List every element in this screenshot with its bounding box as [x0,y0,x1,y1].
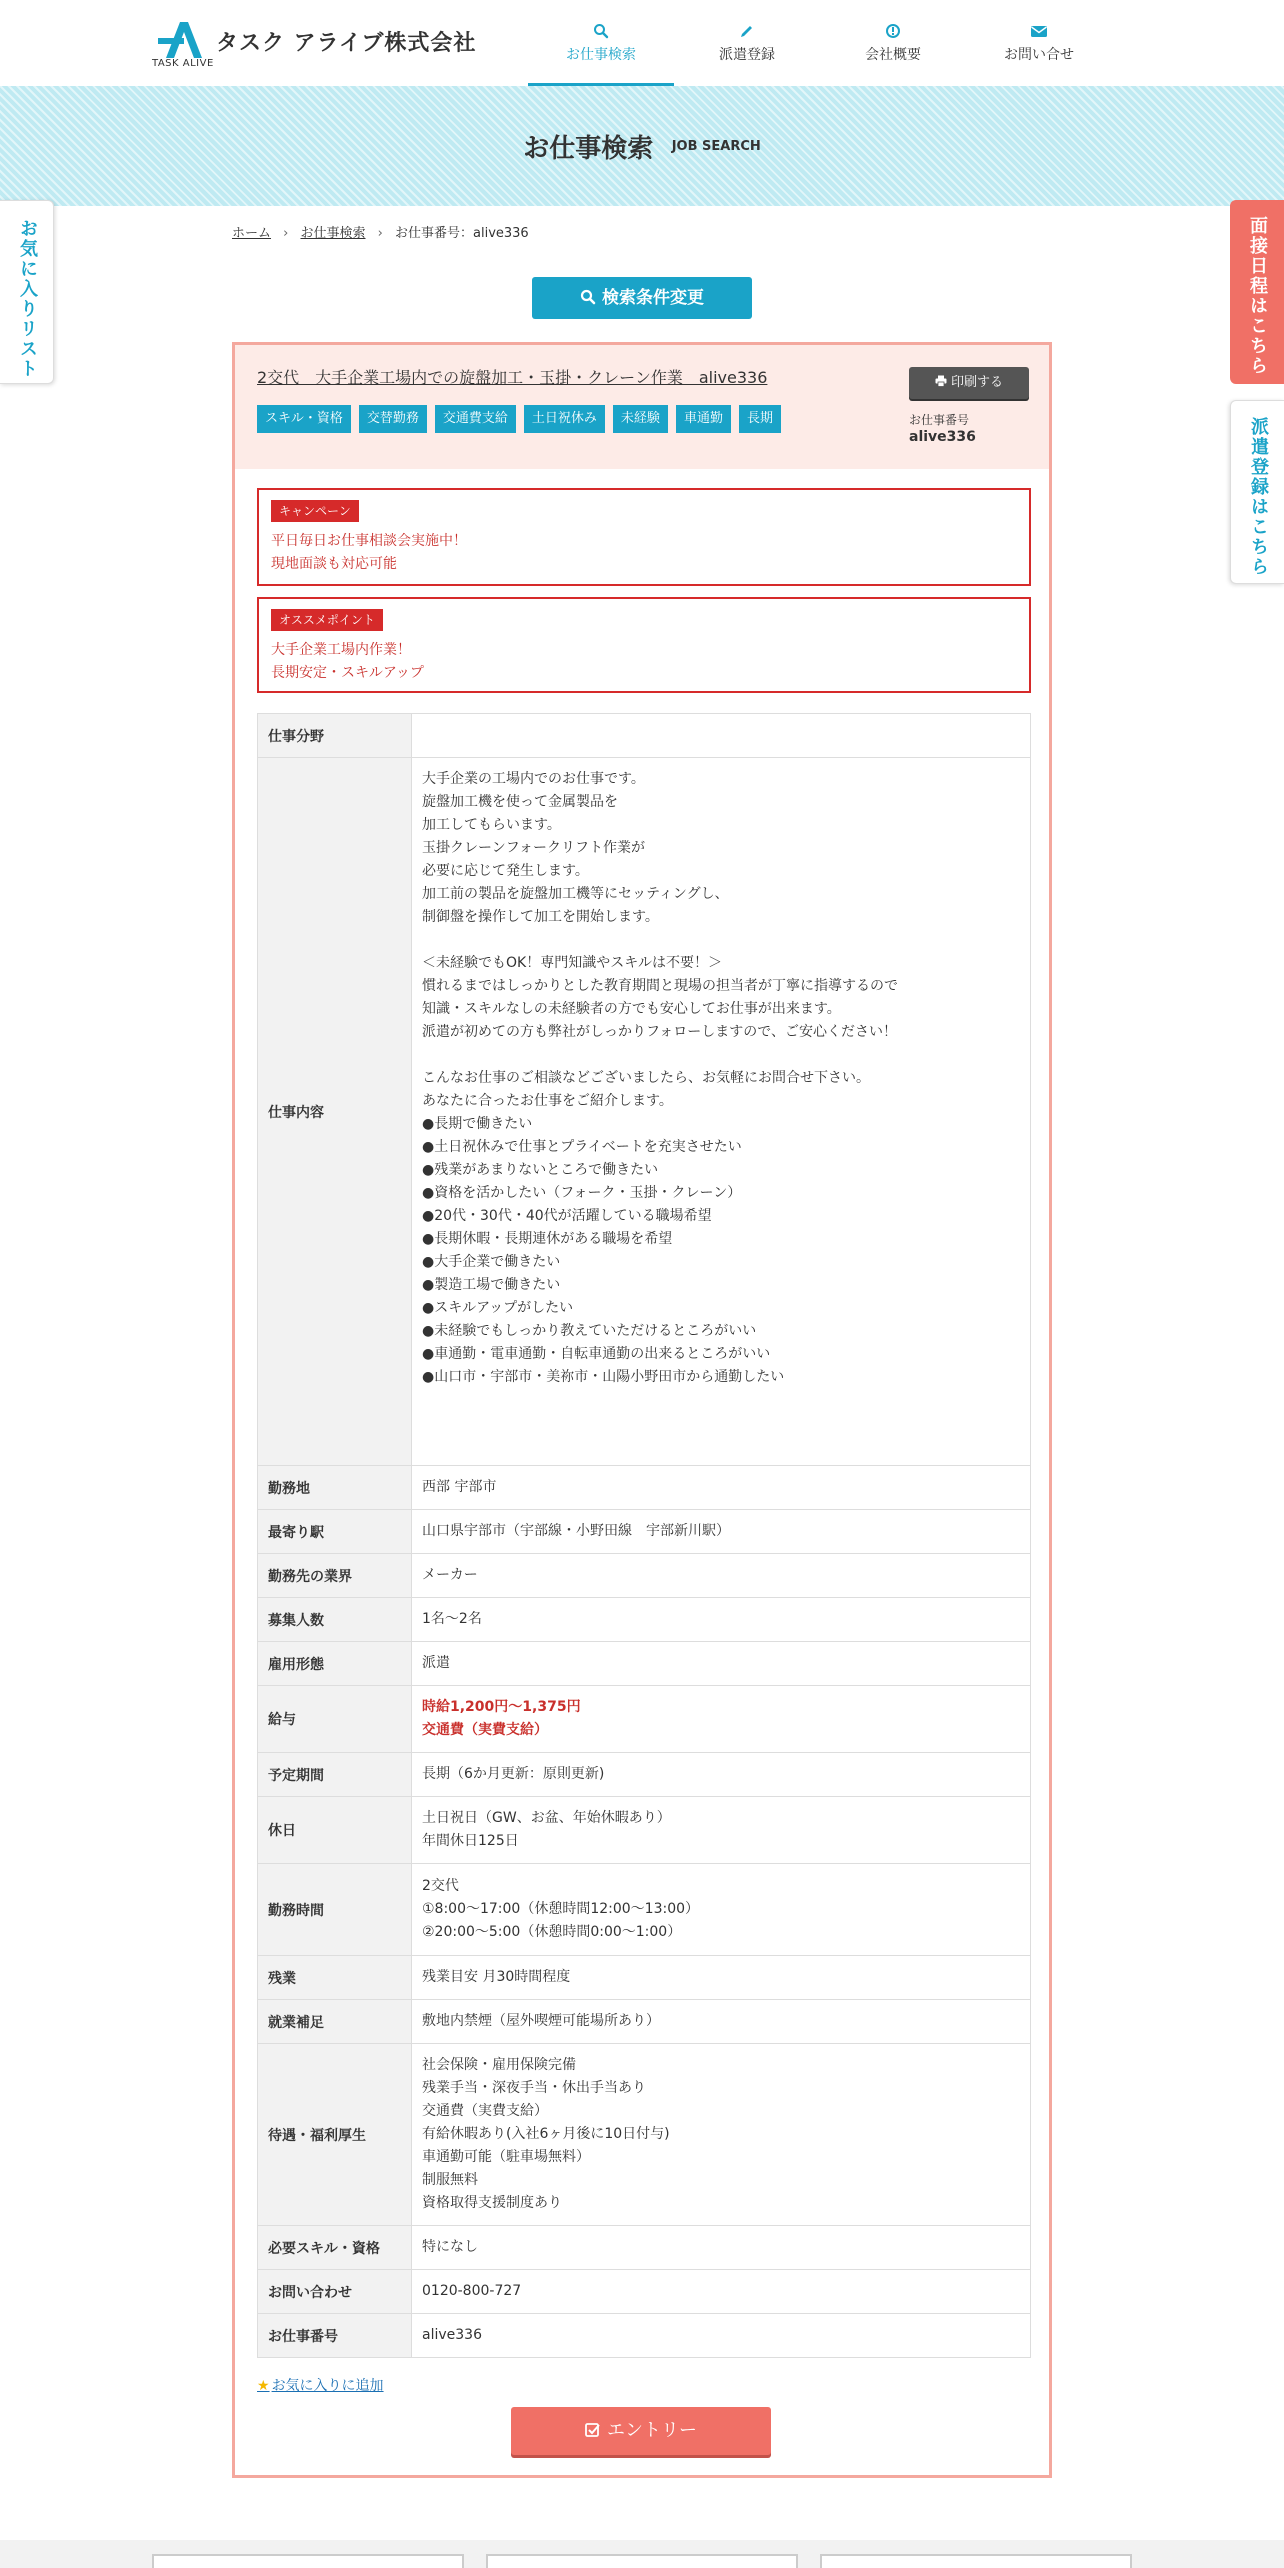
nav-company[interactable] [820,0,966,86]
detail-label: 予定期間 [258,1753,412,1797]
recommend-badge: オススメポイント [271,609,383,631]
interview-schedule-tab[interactable] [1230,200,1284,384]
detail-value-line: 慣れるまではしっかりとした教育期間と現場の担当者が丁寧に指導するので [422,978,898,994]
job-tag[interactable]: 未経験 [613,405,668,433]
detail-value-line: ●土日祝休みで仕事とプライベートを充実させたい [422,1139,742,1155]
detail-value-line: 残業手当・深夜手当・休出手当あり [422,2080,646,2096]
star-icon: ★ [257,2378,270,2394]
detail-label: お仕事番号 [258,2314,412,2358]
detail-value [412,2226,1031,2270]
detail-label: 勤務時間 [258,1864,412,1956]
change-search-button[interactable] [532,277,752,319]
add-favorite-link[interactable] [257,2375,384,2395]
detail-value-line: 制御盤を操作して加工を開始します。 [422,909,659,925]
job-tag[interactable]: 車通勤 [676,405,731,433]
campaign-line: 現地面談も対応可能 [271,556,397,572]
logo-mark-icon [152,20,212,60]
detail-row [258,1686,1031,1753]
detail-value-line: ●長期休暇・長期連休がある職場を希望 [422,1231,673,1247]
detail-row [258,2314,1031,2358]
detail-value [412,1554,1031,1598]
favorites-list-label: お気に入りリスト [17,219,38,379]
detail-value-line: 交通費（実費支給） [422,2103,548,2119]
detail-value-line: 西部 宇部市 [422,1479,497,1495]
detail-value-line: 加工前の製品を旋盤加工機等にセッティングし、 [422,886,729,902]
detail-row [258,1864,1031,1956]
detail-row [258,1598,1031,1642]
logo-text: タスク アライブ株式会社 [216,31,477,56]
detail-value-line: 制服無料 [422,2172,478,2188]
detail-row [258,758,1031,1466]
entry-label: エントリー [607,2420,697,2441]
detail-value-line: 0120-800-727 [422,2283,522,2299]
favorites-list-tab[interactable] [0,200,54,384]
nav-label: 会社概要 [865,47,921,63]
detail-value-line: alive336 [422,2327,482,2343]
job-tag[interactable]: 交替勤務 [359,405,427,433]
detail-value-line: 大手企業の工場内でのお仕事です。 [422,771,645,787]
detail-label: 仕事内容 [258,758,412,1466]
detail-value [412,2270,1031,2314]
footer-banners [0,2540,1284,2568]
job-header [235,345,1049,469]
nav-contact[interactable] [966,0,1112,86]
info-circle-icon [885,22,901,40]
detail-row [258,2044,1031,2226]
add-favorite-label: お気に入りに追加 [271,2378,384,2394]
detail-value-line: 車通勤可能（駐車場無料） [422,2149,590,2165]
main-nav [528,0,1112,86]
detail-row [258,2226,1031,2270]
detail-value-line: 残業目安 月30時間程度 [422,1969,571,1985]
detail-value-line [422,1044,1020,1067]
detail-value-line: 旋盤加工機を使って金属製品を [422,794,618,810]
detail-value-line: メーカー [422,1567,478,1583]
detail-value-line: 交通費（実費支給） [422,1722,548,1738]
detail-label: 勤務地 [258,1466,412,1510]
detail-label: 雇用形態 [258,1642,412,1686]
page-title: お仕事検索 [523,134,654,164]
detail-label: 必要スキル・資格 [258,2226,412,2270]
detail-label: 勤務先の業界 [258,1554,412,1598]
nav-label: 派遣登録 [719,47,775,63]
job-number-label: お仕事番号 [909,413,970,427]
nav-register[interactable] [674,0,820,86]
detail-label: 就業補足 [258,2000,412,2044]
detail-value-line: 山口県宇部市（宇部線・小野田線 宇部新川駅） [422,1523,730,1539]
detail-row [258,2270,1031,2314]
detail-value-line: ●山口市・宇部市・美祢市・山陽小野田市から通勤したい [422,1369,785,1385]
nav-label: お問い合せ [1004,47,1074,63]
detail-value-line: ●大手企業で働きたい [422,1254,561,1270]
breadcrumb-home[interactable]: ホーム [232,226,272,241]
detail-value-line: 玉掛クレーンフォークリフト作業が [422,840,646,856]
detail-value-line [422,929,1020,952]
dispatch-register-label: 派遣登録はこちら [1248,417,1269,577]
search-icon [593,22,609,40]
detail-value [412,1864,1031,1956]
recommend-line: 長期安定・スキルアップ [271,665,424,681]
detail-value-line: ●資格を活かしたい（フォーク・玉掛・クレーン） [422,1185,742,1201]
campaign-line: 平日毎日お仕事相談会実施中！ [271,533,467,549]
detail-value [412,1598,1031,1642]
detail-value [412,2044,1031,2226]
detail-label: 給与 [258,1686,412,1753]
detail-value [412,714,1031,758]
detail-value-line: 土日祝日（GW、お盆、年始休暇あり） [422,1810,671,1826]
detail-value-line: 2交代 [422,1878,459,1894]
detail-value [412,1753,1031,1797]
detail-label: 仕事分野 [258,714,412,758]
detail-value-line: こんなお仕事のご相談などございましたら、お気軽にお問合せ下さい。 [422,1070,870,1086]
job-number-value: alive336 [909,429,976,445]
detail-row [258,1797,1031,1864]
checkbox-icon [585,2422,601,2438]
page-subtitle: JOB SEARCH [671,139,761,154]
search-icon [580,289,596,305]
detail-value-line: ●車通勤・電車通勤・自転車通勤の出来るところがいい [422,1346,771,1362]
detail-value-line: 派遣が初めての方も弊社がしっかりフォローしますので、ご安心ください！ [422,1024,898,1040]
detail-value-line: 派遣 [422,1655,450,1671]
detail-row [258,1642,1031,1686]
logo-subtext: TASK ALIVE [152,58,214,69]
print-button[interactable] [909,367,1029,399]
detail-row [258,2000,1031,2044]
interview-schedule-label: 面接日程はこちら [1247,216,1268,376]
detail-value-line: 1名～2名 [422,1611,482,1627]
page-banner [0,86,1284,206]
printer-icon [935,375,947,387]
detail-value-line: 加工してもらいます。 [422,817,561,833]
footer-banner-card[interactable] [152,2554,464,2568]
job-detail-table [257,713,1031,2358]
breadcrumb-current: お仕事番号：alive336 [395,226,529,241]
entry-button[interactable] [511,2407,771,2455]
detail-value-line: ②20:00～5:00（休憩時間0:00～1:00） [422,1924,682,1940]
breadcrumb-job-search[interactable]: お仕事検索 [300,226,366,241]
site-header [0,0,1284,86]
detail-value-line: ●製造工場で働きたい [422,1277,561,1293]
detail-value [412,1956,1031,2000]
detail-row [258,1466,1031,1510]
job-title[interactable]: 2交代 大手企業工場内での旋盤加工・玉掛・クレーン作業 alive336 [257,368,768,387]
detail-value-line: 時給1,200円～1,375円 [422,1699,581,1715]
detail-value-line: あなたに合ったお仕事をご紹介します。 [422,1093,673,1109]
footer-banner-card[interactable] [486,2554,798,2568]
detail-value-line: 有給休暇あり(入社6ヶ月後に10日付与) [422,2126,670,2142]
detail-value [412,1686,1031,1753]
detail-value-line: ●長期で働きたい [422,1116,533,1132]
campaign-badge: キャンペーン [271,500,359,522]
detail-row [258,1554,1031,1598]
recommend-line: 大手企業工場内作業！ [271,642,411,658]
detail-value [412,1510,1031,1554]
detail-label: 募集人数 [258,1598,412,1642]
detail-value-line: 年間休日125日 [422,1833,519,1849]
detail-value [412,1642,1031,1686]
detail-value-line: ●残業があまりないところで働きたい [422,1162,659,1178]
job-tag[interactable]: 土日祝休み [524,405,605,433]
campaign-notice [257,488,1031,586]
detail-row [258,714,1031,758]
chevron-right-icon: › [377,226,383,241]
recommend-notice [257,597,1031,693]
detail-value [412,758,1031,1466]
detail-value [412,2314,1031,2358]
detail-value-line: ①8:00～17:00（休憩時間12:00～13:00） [422,1901,700,1917]
detail-value [412,1466,1031,1510]
nav-job-search[interactable] [528,0,674,86]
job-tag[interactable]: 長期 [739,405,781,433]
detail-value-line: 必要に応じて発生します。 [422,863,589,879]
detail-value-line: 特になし [422,2239,478,2255]
nav-label: お仕事検索 [566,47,636,63]
chevron-right-icon: › [283,226,289,241]
detail-value-line: ●20代・30代・40代が活躍している職場希望 [422,1208,712,1224]
detail-row [258,1956,1031,2000]
change-search-label: 検索条件変更 [602,288,704,308]
detail-label: 残業 [258,1956,412,2000]
detail-label: お問い合わせ [258,2270,412,2314]
detail-value-line: 知識・スキルなしの未経験者の方でも安心してお仕事が出来ます。 [422,1001,841,1017]
footer-banner-card[interactable] [820,2554,1132,2568]
company-logo[interactable] [152,20,477,70]
breadcrumb [232,222,529,241]
detail-value-line: 長期（6か月更新：原則更新) [422,1766,605,1782]
envelope-icon [1030,22,1048,40]
detail-value-line: ●未経験でもしっかり教えていただけるところがいい [422,1323,757,1339]
job-tag[interactable]: 交通費支給 [435,405,516,433]
detail-value [412,1797,1031,1864]
detail-value-line: 敷地内禁煙（屋外喫煙可能場所あり） [422,2013,660,2029]
detail-value-line: 資格取得支援制度あり [422,2195,562,2211]
detail-value-line: ●スキルアップがしたい [422,1300,574,1316]
detail-row [258,1510,1031,1554]
detail-label: 待遇・福利厚生 [258,2044,412,2226]
job-detail-box [232,342,1052,2478]
detail-label: 最寄り駅 [258,1510,412,1554]
detail-value-line: ＜未経験でもOK！専門知識やスキルは不要！＞ [422,955,723,971]
detail-label: 休日 [258,1797,412,1864]
pencil-icon [739,22,755,40]
dispatch-register-tab[interactable] [1230,400,1284,584]
job-tags [257,405,781,433]
detail-value-line: 社会保険・雇用保険完備 [422,2057,576,2073]
detail-row [258,1753,1031,1797]
print-label: 印刷する [950,375,1003,390]
detail-value [412,2000,1031,2044]
job-tag[interactable]: スキル・資格 [257,405,351,433]
